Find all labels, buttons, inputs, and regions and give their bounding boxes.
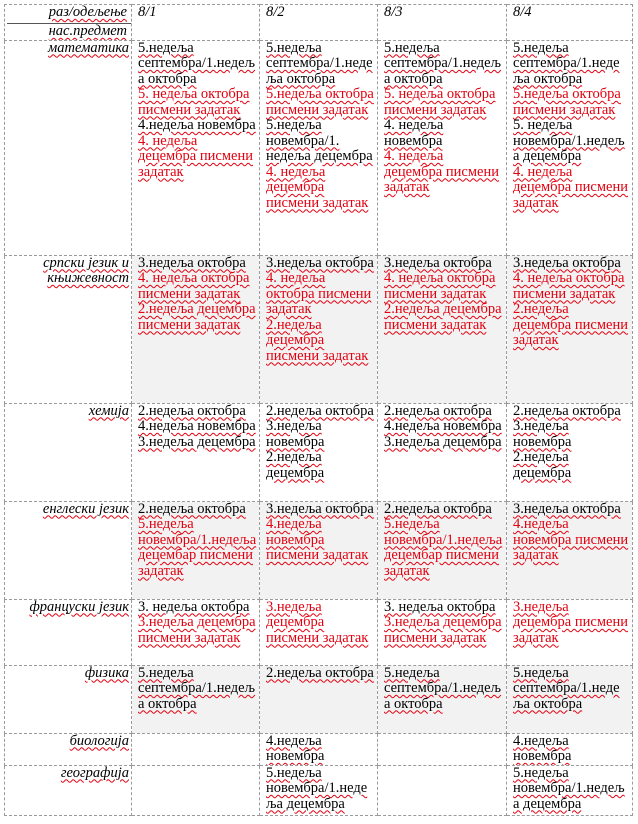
subject-name: енглески језик bbox=[42, 501, 129, 517]
written-test-entry: 4.недеља новембра писмени задатак bbox=[513, 516, 629, 563]
schedule-cell bbox=[260, 501, 378, 599]
schedule-cell bbox=[132, 501, 260, 599]
schedule-cell bbox=[507, 255, 633, 403]
written-test-entry: 2.недеља децембра писмени задатак bbox=[384, 301, 502, 333]
schedule-cell bbox=[132, 255, 260, 403]
schedule-table-body bbox=[5, 5, 633, 816]
test-entry: 2.недеља октобра bbox=[384, 403, 492, 419]
subject-name: француски језик bbox=[29, 599, 129, 615]
schedule-cell bbox=[378, 733, 507, 765]
written-test-entry: 3.недеља децембра писмени задатак bbox=[266, 599, 369, 646]
schedule-cell bbox=[260, 733, 378, 765]
table-row bbox=[5, 501, 633, 599]
test-entry: 5.недеља септембра/1.недеља октобра bbox=[513, 40, 620, 87]
test-entry: 4.недеља новембра bbox=[384, 418, 502, 434]
written-test-entry: 2.недеља децембра писмени задатак bbox=[266, 316, 369, 364]
schedule-cell bbox=[378, 599, 507, 665]
table-row bbox=[5, 255, 633, 403]
test-entry: 3.недеља новембра bbox=[266, 418, 325, 450]
test-entry: 2.недеља октобра bbox=[138, 501, 246, 517]
schedule-cell bbox=[507, 599, 633, 665]
test-entry: 5.недеља новембра/1.недеља децембра bbox=[266, 765, 368, 812]
schedule-cell bbox=[132, 599, 260, 665]
written-test-entry: 3.недеља децембра писмени задатак bbox=[384, 614, 502, 646]
subject-cell bbox=[5, 665, 132, 733]
test-entry: 2.недеља децембра bbox=[266, 449, 325, 481]
schedule-table bbox=[4, 4, 633, 816]
test-entry: 3.недеља октобра bbox=[266, 255, 374, 271]
header-row bbox=[5, 5, 633, 41]
table-row bbox=[5, 40, 633, 255]
test-entry: 4.недеља новембра bbox=[138, 117, 256, 133]
test-entry: 2.недеља октобра bbox=[266, 403, 374, 419]
subject-cell bbox=[5, 599, 132, 665]
written-test-entry: 4. недеља децембра писмени задатак bbox=[266, 163, 369, 211]
schedule-cell bbox=[378, 403, 507, 501]
subject-cell bbox=[5, 501, 132, 599]
schedule-cell bbox=[132, 765, 260, 815]
written-test-entry: 4. недеља децембра писмени задатак bbox=[138, 132, 253, 180]
schedule-cell bbox=[260, 599, 378, 665]
test-entry: 4.недеља новембра bbox=[138, 418, 256, 434]
test-entry: 5.недеља септембра/1.недеља октобра bbox=[266, 40, 373, 87]
test-entry: 5. недеља новембра/1.недеља децембра bbox=[513, 117, 625, 164]
subject-name: хемија bbox=[88, 403, 129, 419]
test-entry: 5.недеља септембра/1.недеља октобра bbox=[384, 665, 502, 712]
schedule-cell bbox=[132, 665, 260, 733]
test-entry: 5.недеља новембра/1.недеља децембра bbox=[513, 765, 625, 812]
schedule-cell bbox=[260, 40, 378, 255]
schedule-cell bbox=[507, 501, 633, 599]
test-entry: 3. недеља октобра bbox=[384, 599, 496, 615]
test-entry: 3.недеља новембра bbox=[513, 418, 572, 450]
test-entry: 5.недеља септембра/1.недеља октобра bbox=[138, 665, 256, 712]
class-header: 8/1 bbox=[132, 5, 260, 41]
subject-label: нас.предмет bbox=[7, 23, 132, 40]
written-test-entry: 4.недеља новембра писмени задатак bbox=[266, 516, 369, 563]
table-row bbox=[5, 733, 633, 765]
test-entry: 2.недеља децембра bbox=[513, 449, 572, 481]
schedule-cell bbox=[260, 403, 378, 501]
test-entry: 3.недеља октобра bbox=[513, 255, 621, 271]
written-test-entry: 4. недеља октобра писмени задатак bbox=[138, 270, 250, 302]
class-header: 8/4 bbox=[507, 5, 633, 41]
class-label: раз/одељење bbox=[48, 4, 127, 20]
schedule-cell bbox=[507, 665, 633, 733]
schedule-cell bbox=[132, 403, 260, 501]
test-entry: 3.недеља октобра bbox=[266, 501, 374, 517]
schedule-cell bbox=[260, 765, 378, 815]
test-entry: 5.недеља новембра/1. недеља децембра bbox=[266, 117, 373, 164]
subject-cell bbox=[5, 403, 132, 501]
schedule-cell bbox=[378, 40, 507, 255]
subject-name: математика bbox=[48, 40, 129, 56]
schedule-cell bbox=[378, 501, 507, 599]
written-test-entry: 5.недеља новембра/1.недеља децембар писмени задатак bbox=[138, 516, 257, 579]
test-entry: 4. недеља новембра bbox=[384, 117, 444, 149]
test-entry: 3.недеља октобра bbox=[384, 255, 492, 271]
test-entry: 3.недеља октобра bbox=[513, 501, 621, 517]
test-entry: 5.недеља септембра/1.недеља октобра bbox=[384, 40, 502, 87]
schedule-cell bbox=[378, 665, 507, 733]
test-entry: 3.недеља октобра bbox=[138, 255, 246, 271]
schedule-cell bbox=[132, 733, 260, 765]
schedule-cell bbox=[507, 40, 633, 255]
test-entry: 5.недеља септембра/1.недеља октобра bbox=[513, 665, 620, 712]
schedule-cell bbox=[260, 665, 378, 733]
subject-name: српски језик и књижевност bbox=[43, 255, 129, 286]
written-test-entry: 5.недеља новембра/1.недеља децембар писмени задатак bbox=[384, 516, 503, 579]
table-row bbox=[5, 403, 633, 501]
test-entry: 4.недеља новембра bbox=[513, 733, 572, 764]
schedule-cell bbox=[378, 765, 507, 815]
test-entry: 3.недеља децембра bbox=[138, 433, 256, 450]
subject-cell bbox=[5, 40, 132, 255]
written-test-entry: 3.недеља децембра писмени задатак bbox=[513, 599, 628, 646]
subject-name: биологија bbox=[69, 733, 129, 749]
written-test-entry: 4. недеља децембра писмени задатак bbox=[513, 163, 628, 211]
test-entry: 2.недеља октобра bbox=[138, 403, 246, 419]
test-entry: 3.недеља децембра bbox=[384, 433, 502, 450]
written-test-entry: 4. недеља децембра писмени задатак bbox=[384, 148, 499, 195]
schedule-cell bbox=[507, 765, 633, 815]
written-test-entry: 5.недеља октобра писмени задатак bbox=[513, 86, 621, 118]
schedule-cell bbox=[260, 255, 378, 403]
table-row bbox=[5, 665, 633, 733]
test-entry: 5.недеља септембра/1.недеља октобра bbox=[138, 40, 256, 87]
subject-name: физика bbox=[84, 665, 129, 681]
class-header: 8/3 bbox=[378, 5, 507, 41]
written-test-entry: 5. недеља октобра писмени задатак bbox=[138, 86, 250, 118]
subject-name: географија bbox=[60, 765, 129, 781]
subject-cell bbox=[5, 255, 132, 403]
written-test-entry: 2.недеља децембра писмени задатак bbox=[513, 301, 628, 348]
class-header: 8/2 bbox=[260, 5, 378, 41]
header-corner-cell bbox=[5, 5, 132, 41]
table-row bbox=[5, 765, 633, 815]
subject-cell bbox=[5, 765, 132, 815]
written-test-entry: 3.недеља децембра писмени задатак bbox=[138, 614, 256, 646]
table-row bbox=[5, 599, 633, 665]
written-test-entry: 4. недеља октобра писмени задатак bbox=[513, 270, 625, 302]
test-entry: 2.недеља октобра bbox=[266, 665, 374, 681]
written-test-entry: 4. недеља октобра писмени задатак bbox=[266, 270, 372, 317]
subject-cell bbox=[5, 733, 132, 765]
test-entry: 3. недеља октобра bbox=[138, 599, 250, 615]
test-entry: 2.недеља октобра bbox=[384, 501, 492, 517]
test-entry: 4.недеља новембра bbox=[266, 733, 325, 764]
schedule-cell bbox=[132, 40, 260, 255]
test-entry: 2.недеља октобра bbox=[513, 403, 621, 419]
schedule-cell bbox=[507, 403, 633, 501]
written-test-entry: 5.недеља октобра писмени задатак bbox=[266, 86, 374, 118]
written-test-entry: 4. недеља октобра писмени задатак bbox=[384, 270, 496, 302]
written-test-entry: 2.недеља децембра писмени задатак bbox=[138, 301, 256, 333]
schedule-cell bbox=[507, 733, 633, 765]
schedule-cell bbox=[378, 255, 507, 403]
written-test-entry: 5. недеља октобра писмени задатак bbox=[384, 86, 496, 118]
